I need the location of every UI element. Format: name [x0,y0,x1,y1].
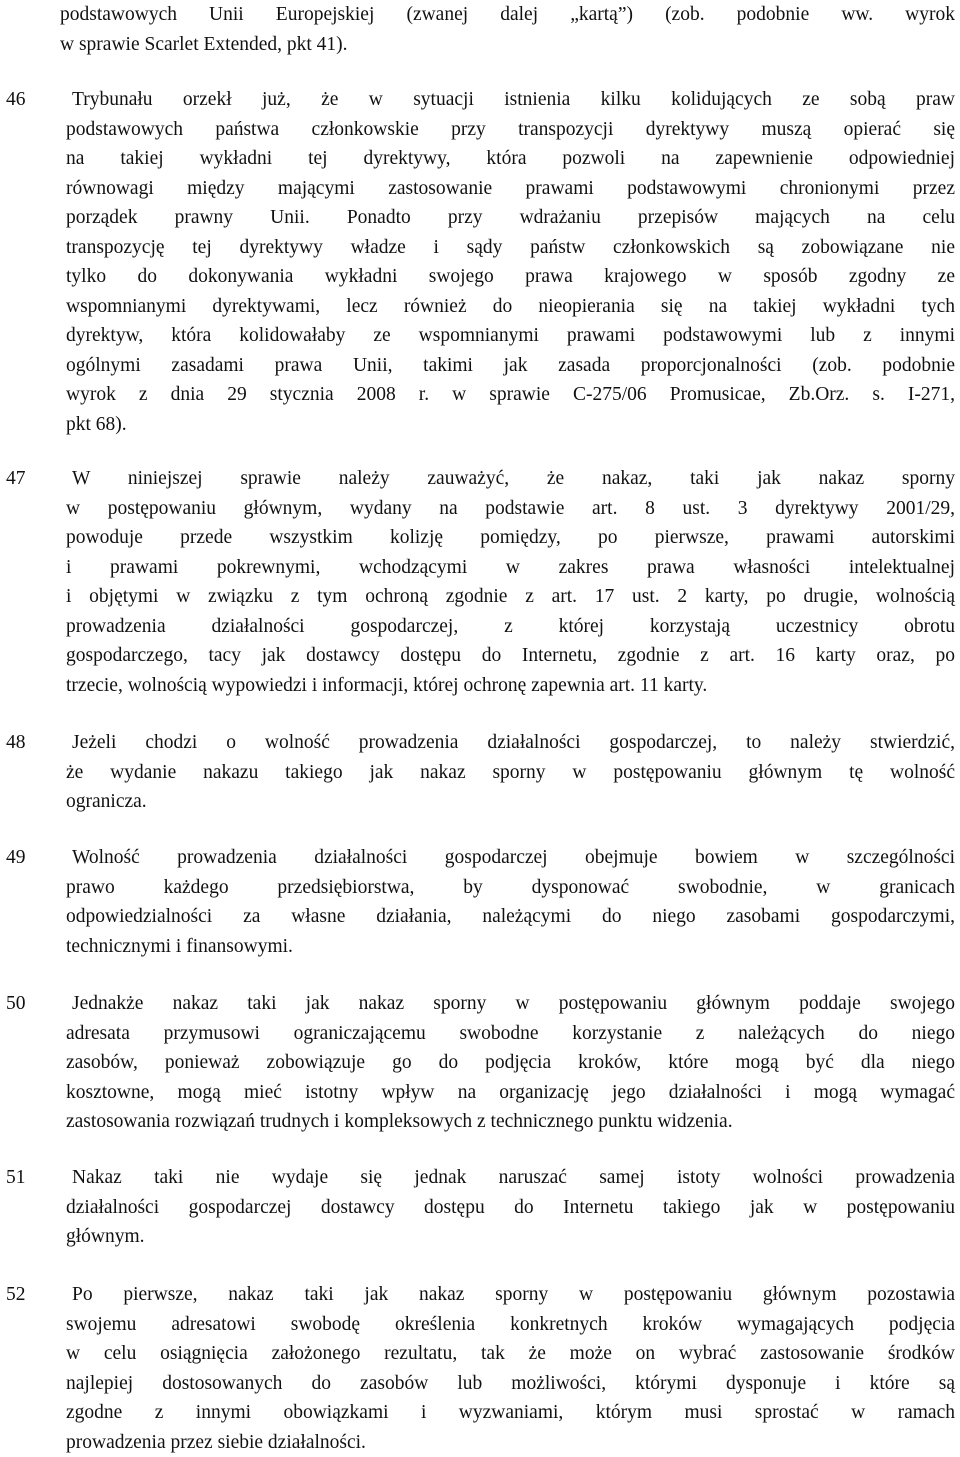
text-line: prowadzenia działalności gospodarczej, z której korzystają uczestnicy obrotu [60,612,955,642]
text-line: tylko do dokonywania wykładni swojego prawa krajowego w sposób zgodny ze [60,262,955,292]
text-line: równowagi między mającymi zastosowanie prawami podstawowymi chronionymi przez [60,174,955,204]
paragraph-text [60,85,955,439]
text-line: technicznymi i finansowymi. [60,932,955,962]
paragraph-text [60,989,955,1137]
text-line: dyrektyw, która kolidowałaby ze wspomnianymi prawami podstawowymi lub z innymi [60,321,955,351]
paragraph-text [60,843,955,961]
text-line: na takiej wykładni tej dyrektywy, która pozwoli na zapewnienie odpowiedniej [60,144,955,174]
text-line: działalności gospodarczej dostawcy dostępu do Internetu takiego jak w postępowaniu [60,1193,955,1223]
text-line: wyrok z dnia 29 stycznia 2008 r. w sprawie C-275/06 Promusicae, Zb.Orz. s. I-271, [60,380,955,410]
text-line: adresata przymusowi ograniczającemu swobodne korzystanie z należących do niego [60,1019,955,1049]
text-line: W niniejszej sprawie należy zauważyć, że nakaz, taki jak nakaz sporny [60,464,955,494]
text-line: i objętymi w związku z tym ochroną zgodnie z art. 17 ust. 2 karty, po drugie, wolnością [60,582,955,612]
text-line: podstawowych Unii Europejskiej (zwanej dalej „kartą”) (zob. podobnie ww. wyrok [60,0,955,30]
text-line: Trybunału orzekł już, że w sytuacji istnienia kilku kolidujących ze sobą praw [60,85,955,115]
paragraph-number: 52 [6,1280,56,1310]
paragraph-number: 50 [6,989,56,1019]
paragraph-51 [0,1163,960,1252]
text-line: w celu osiągnięcia założonego rezultatu, tak że może on wybrać zastosowanie środków [60,1339,955,1369]
text-line: Jednakże nakaz taki jak nakaz sporny w postępowaniu głównym poddaje swojego [60,989,955,1019]
text-line: głównym. [60,1222,955,1252]
text-line: prowadzenia przez siebie działalności. [60,1428,955,1457]
text-line: zgodne z innymi obowiązkami i wyzwaniami, którym musi sprostać w ramach [60,1398,955,1428]
text-line: Po pierwsze, nakaz taki jak nakaz sporny w postępowaniu głównym pozostawia [60,1280,955,1310]
text-line: Nakaz taki nie wydaje się jednak naruszać samej istoty wolności prowadzenia [60,1163,955,1193]
paragraph-number: 48 [6,728,56,758]
paragraph-number: 47 [6,464,56,494]
text-line: że wydanie nakazu takiego jak nakaz sporny w postępowaniu głównym tę wolność [60,758,955,788]
paragraph-number: 51 [6,1163,56,1193]
text-line: zastosowania rozwiązań trudnych i kompleksowych z technicznego punktu widzenia. [60,1107,955,1137]
paragraph-47 [0,464,960,700]
paragraph-text [60,464,955,700]
paragraph-48 [0,728,960,817]
paragraph-49 [0,843,960,961]
text-line: Wolność prowadzenia działalności gospodarczej obejmuje bowiem w szczególności [60,843,955,873]
text-line: Jeżeli chodzi o wolność prowadzenia działalności gospodarczej, to należy stwierdzić, [60,728,955,758]
paragraph-46 [0,85,960,439]
text-line: najlepiej dostosowanych do zasobów lub możliwości, którymi dysponuje i które są [60,1369,955,1399]
paragraph-number: 46 [6,85,56,115]
text-line: ogranicza. [60,787,955,817]
text-line: trzecie, wolnością wypowiedzi i informacji, której ochronę zapewnia art. 11 karty. [60,671,955,701]
paragraph-continuation [0,0,960,59]
paragraph-text [60,728,955,817]
text-line: porządek prawny Unii. Ponadto przy wdrażaniu przepisów mających na celu [60,203,955,233]
text-line: prawo każdego przedsiębiorstwa, by dysponować swobodnie, w granicach [60,873,955,903]
text-line: zasobów, ponieważ zobowiązuje go do podjęcia kroków, które mogą być dla niego [60,1048,955,1078]
text-line: swojemu adresatowi swobodę określenia konkretnych kroków wymagających podjęcia [60,1310,955,1340]
text-line: transpozycję tej dyrektywy władze i sądy państw członkowskich są zobowiązane nie [60,233,955,263]
paragraph-number: 49 [6,843,56,873]
text-line: pkt 68). [60,410,955,440]
text-line: powoduje przede wszystkim kolizję pomiędzy, po pierwsze, prawami autorskimi [60,523,955,553]
text-line: ogólnymi zasadami prawa Unii, takimi jak zasada proporcjonalności (zob. podobnie [60,351,955,381]
text-line: odpowiedzialności za własne działania, należącymi do niego zasobami gospodarczymi, [60,902,955,932]
text-line: w sprawie Scarlet Extended, pkt 41). [60,30,955,60]
text-line: i prawami pokrewnymi, wchodzącymi w zakres prawa własności intelektualnej [60,553,955,583]
text-line: w postępowaniu głównym, wydany na podstawie art. 8 ust. 3 dyrektywy 2001/29, [60,494,955,524]
paragraph-50 [0,989,960,1137]
paragraph-text [60,1280,955,1457]
paragraph-52 [0,1280,960,1457]
text-line: kosztowne, mogą mieć istotny wpływ na organizację jego działalności i mogą wymagać [60,1078,955,1108]
text-line: gospodarczego, tacy jak dostawcy dostępu do Internetu, zgodnie z art. 16 karty oraz, po [60,641,955,671]
paragraph-text [60,1163,955,1252]
text-line: podstawowych państwa członkowskie przy transpozycji dyrektywy muszą opierać się [60,115,955,145]
text-line: wspomnianymi dyrektywami, lecz również do nieopierania się na takiej wykładni tych [60,292,955,322]
paragraph-text [60,0,955,59]
